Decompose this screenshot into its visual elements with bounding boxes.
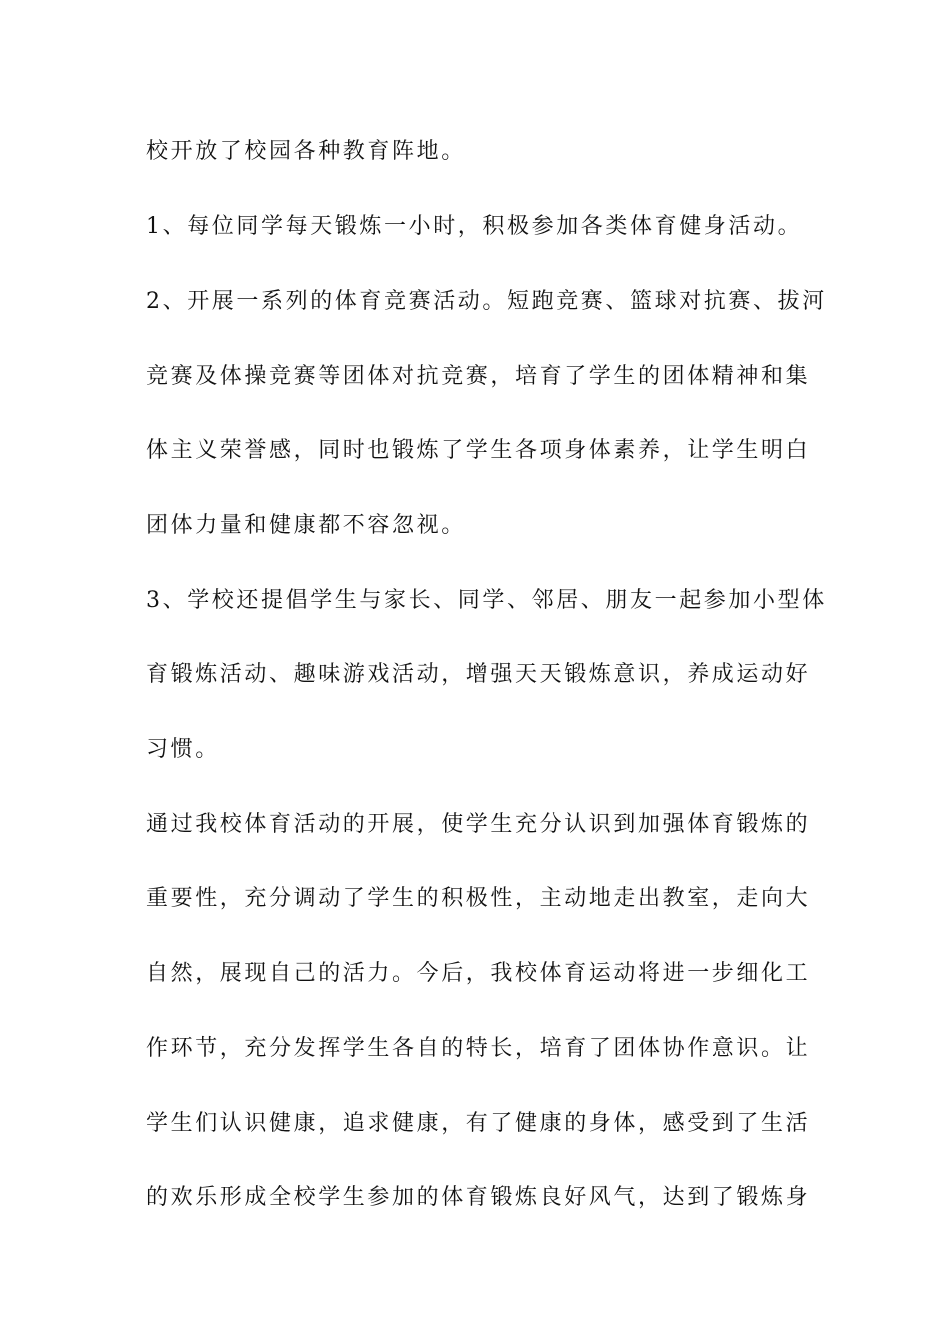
text-line: 的欢乐形成全校学生参加的体育锻炼良好风气，达到了锻炼身: [146, 1185, 811, 1210]
text-line: 重要性，充分调动了学生的积极性，主动地走出教室，走向大: [146, 886, 811, 911]
text-line: 学生们认识健康，追求健康，有了健康的身体，感受到了生活: [146, 1111, 811, 1136]
list-item-3: 3、学校还提倡学生与家长、同学、邻居、朋友一起参加小型体: [146, 588, 827, 613]
text-line: 校开放了校园各种教育阵地。: [146, 139, 466, 164]
text-line: 习惯。: [146, 737, 220, 762]
text-line: 作环节，充分发挥学生各自的特长，培育了团体协作意识。让: [146, 1036, 811, 1061]
text-line: 团体力量和健康都不容忽视。: [146, 513, 466, 538]
text-line: 竞赛及体操竞赛等团体对抗竞赛，培育了学生的团体精神和集: [146, 364, 811, 389]
paragraph-line: 通过我校体育活动的开展，使学生充分认识到加强体育锻炼的: [146, 812, 811, 837]
text-line: 体主义荣誉感，同时也锻炼了学生各项身体素养，让学生明白: [146, 438, 811, 463]
text-line: 育锻炼活动、趣味游戏活动，增强天天锻炼意识，养成运动好: [146, 662, 811, 687]
text-line: 自然，展现自己的活力。今后，我校体育运动将进一步细化工: [146, 961, 811, 986]
list-item-2: 2、开展一系列的体育竞赛活动。短跑竞赛、篮球对抗赛、拔河: [146, 289, 827, 314]
list-item-1: 1、每位同学每天锻炼一小时，积极参加各类体育健身活动。: [146, 214, 803, 239]
